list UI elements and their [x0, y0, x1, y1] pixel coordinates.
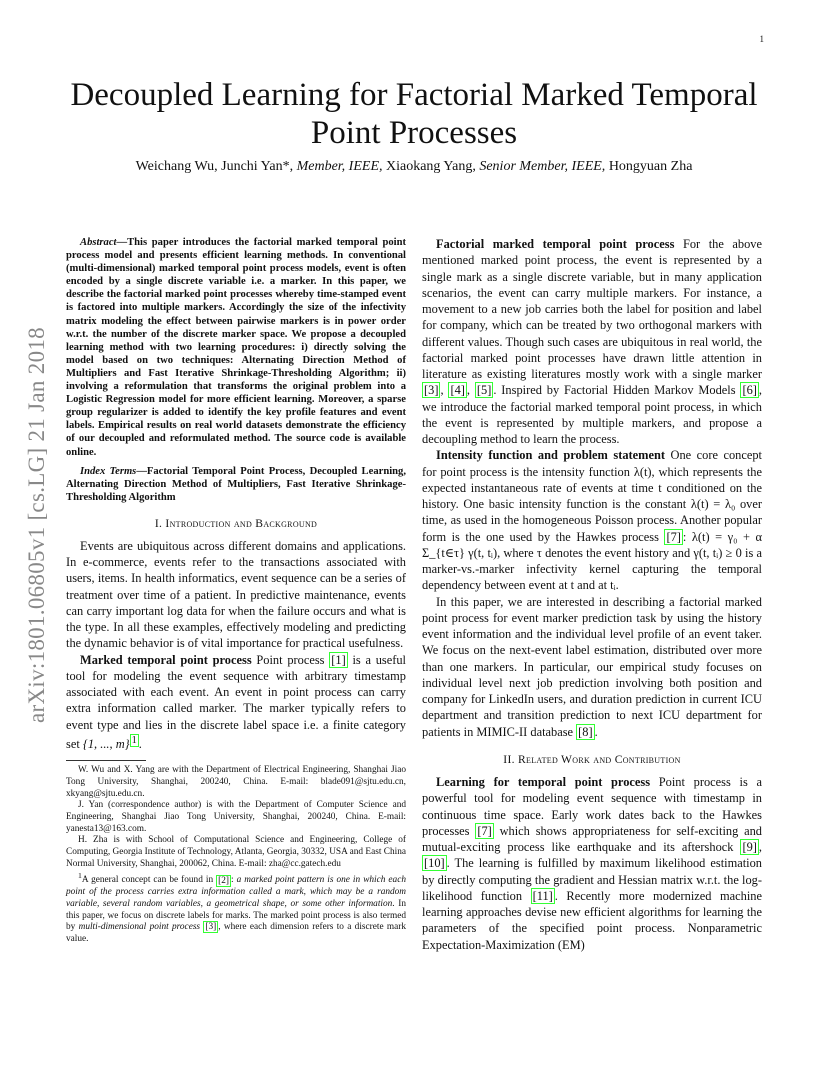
section-heading-2: II. Related Work and Contribution: [503, 752, 681, 766]
citation-link[interactable]: [3]: [205, 922, 217, 933]
citation-link[interactable]: [10]: [424, 856, 445, 871]
paragraph-text: : λ(t) = γ₀ + α Σ_{t∈τ} γ(t, tᵢ), where τ denotes the event history and γ(t, tᵢ) ≥ 0 is a marker-vs.-marker infectivity kernel capturing the temporal dependency between event at t and at tᵢ.: [422, 529, 762, 593]
citation-link[interactable]: [5]: [476, 383, 492, 398]
author-3: Hongyuan Zha: [605, 159, 693, 174]
citation-link[interactable]: [11]: [532, 888, 553, 903]
footnote-mark: 1: [78, 871, 82, 881]
footnote-text: . In this paper, we focus on discrete labels for marks. The marked point process is also termed by: [66, 898, 406, 933]
citation-link[interactable]: [7]: [666, 529, 681, 544]
category-set: {1, ..., m}: [82, 736, 130, 751]
citation-link[interactable]: [1]: [331, 652, 346, 667]
paper-title: Decoupled Learning for Factorial Marked Temporal Point Processes: [70, 77, 758, 151]
author-2-role: Senior Member, IEEE,: [479, 159, 606, 174]
abstract-lead: Abstract: [80, 237, 117, 248]
abstract: [66, 236, 406, 459]
citation-link[interactable]: [7]: [477, 823, 492, 838]
paragraph-text: In this paper, we are interested in describing a factorial marked point process for event marker prediction task by using the history event information and the individual level profile of an event taker. We focus on the next-event label estimation, distributed over more than one markers. In particular, our empirical study focuses on individual level next job prediction involving both position and company for LinkedIn users, and duration prediction in current ICU department and transition prediction to next ICU department for patients in MIMIC-II database: [422, 594, 762, 739]
index-terms: [66, 465, 406, 504]
author-1: Weichang Wu, Junchi Yan*,: [135, 159, 297, 174]
task-paragraph: [422, 594, 762, 740]
factorial-lead: Factorial marked temporal point process: [436, 237, 675, 251]
intro-p2-text: is a useful tool for modeling the event sequence with arbitrary timestamp associated with each event. An event in point process can carry extra information called marker. The marker typically refers to event type and lies in the discrete label space i.e. a finite category set: [66, 652, 407, 751]
intro-p2-text: .: [138, 736, 142, 751]
paragraph-text: . Recently more modernized machine learning approaches devise new efficient algorithms for learning the parameters of the specified point process. Nonparametric Expectation-Maximization (EM): [422, 888, 762, 952]
factorial-paragraph: [422, 236, 762, 447]
right-column: [422, 236, 762, 953]
index-terms-text: —Factorial Temporal Point Process, Decoupled Learning, Alternating Direction Method of Multipliers, Fast Iterative Shrinkage-Thresholding Algorithm: [66, 465, 406, 503]
abstract-text: —This paper introduces the factorial marked temporal point process model and presents efficient learning methods. In conventional (multi-dimensional) marked temporal point process models, event is often encoded by a single discrete variable i.e. a marker. In this paper, we describe the factorial marked point processes whereby time-stamped event is factored into multiple markers. Accordingly the size of the infectivity matrix modeling the effect between pairwise markers is in power order w.r.t. the number of the discrete marker space. We propose a decoupled learning method with two learning procedures: i) directly solving the model based on two techniques: Alternating Direction Method of Multipliers and Fast Iterative Shrinkage-Thresholding Algorithm; ii) involving a reformulation that transforms the original problem into a Logistic Regression model for more efficient learning. Moreover, a sparse group regularizer is added to identify the key profile features and event labels. Empirical results on real world datasets demonstrate the efficiency of our decoupled and reformulated method. The source code is available online.: [66, 237, 406, 458]
section-heading-1: I. Introduction and Background: [154, 516, 318, 530]
citation-link[interactable]: [8]: [578, 724, 593, 739]
footnote-1: [66, 870, 406, 945]
intro-paragraph-2: [66, 652, 406, 753]
paragraph-text: For the above mentioned marked point process, the event is represented by a single mark as a single discrete variable, but in many application scenarios, the event can carry multiple markers. For instance, a movement to a new job carries both the label for position and label for company, which can be treated by two orthogonal markers with different values. Though such cases are ubiquitous in real world, the factorial marked point processes have drawn little attention in literature as existing literatures mostly work with a single marker: [422, 237, 763, 381]
paragraph-text: , we introduce the factorial marked temporal point process, in which the event is represented by multiple markers, and propose a decoupling method to learn the process.: [422, 383, 763, 446]
paragraph-text: ,: [440, 383, 449, 398]
footnote-rule: [66, 760, 146, 761]
left-column: [66, 236, 406, 946]
footnote-affiliation-1: W. Wu and X. Yang are with the Department of Electrical Engineering, Shanghai Jiao Tong University, Shanghai, 200240, China. E-mail: blade091@sjtu.edu.cn, xkyang@sjtu.edu.cn.: [66, 765, 406, 799]
learning-paragraph: [422, 774, 762, 953]
arxiv-id: arXiv:1801.06805v1 [cs.LG] 21 Jan 2018: [24, 327, 49, 723]
footnote-text: , where each dimension refers to a discrete mark value.: [66, 922, 407, 945]
page-number: 1: [759, 34, 764, 44]
paragraph-text: ,: [758, 840, 762, 854]
author-2: Xiaokang Yang,: [382, 159, 480, 174]
intensity-lead: Intensity function and problem statement: [436, 448, 665, 463]
citation-link[interactable]: [4]: [450, 383, 465, 398]
index-terms-lead: Index Terms: [80, 465, 137, 477]
footnote-text: A general concept can be found in: [81, 875, 217, 886]
arxiv-stamp: [22, 290, 52, 760]
footnote-link[interactable]: 1: [131, 734, 137, 746]
paragraph-text: . The learning is fulfilled by maximum likelihood estimation by directly computing the gradient and Hessian matrix w.r.t. the log-likelihood function: [422, 856, 762, 903]
citation-link[interactable]: [3]: [424, 383, 439, 398]
paragraph-text: .: [594, 724, 598, 739]
paragraph-text: . Inspired by Factorial Hidden Markov Models: [493, 383, 741, 398]
paragraph-text: Point process is a powerful tool for modeling event sequence with timestamp in continuous time space. Early work dates back to the Hawkes processes: [422, 775, 763, 838]
intro-p2-lead: Marked temporal point process: [80, 652, 252, 667]
author-line: [60, 159, 768, 175]
intro-p2-text: Point process: [251, 652, 330, 667]
learning-lead: Learning for temporal point process: [436, 775, 651, 789]
paragraph-text: which shows appropriateness for self-exciting and mutual-exciting process like earthquake and its aftershock: [422, 823, 762, 854]
citation-link[interactable]: [9]: [742, 840, 757, 854]
intro-paragraph-1: Events are ubiquitous across different domains and applications. In e-commerce, events refer to the transactions associated with users, items. In health informatics, event sequence can be a series of treatment over time of a patient. In predictive maintenance, events can carry important log data for when the failure occurs and what is the type. In all these examples, effectively modeling and predicting the dynamic behavior is of vital importance for practical usefulness.: [66, 538, 406, 651]
footnote-term: multi-dimensional point process: [78, 922, 201, 933]
paragraph-text: One core concept for point process is the intensity function λ(t), which represents the expected instantaneous rate of events at time t conditioned on the history. One basic intensity function is the constant λ(t) = λ₀ over time, as used in the homogeneous Poisson process. Another popular form is the one used by the Hawkes process: [422, 448, 762, 544]
footnote-text: :: [231, 875, 237, 886]
footnote-affiliation-3: H. Zha is with School of Computational Science and Engineering, College of Computing, Georgia Institute of Technology, Atlanta, Georgia, 30332, USA and East China Normal University, Shanghai, 200062, China. E-mail: zha@cc.gatech.edu: [66, 835, 406, 869]
footnote-quote: a marked point pattern is one in which each point of the process carries extra information called a mark, which may be a random variable, several random variables, a geometrical shape, or some other information: [66, 875, 406, 909]
footnote-affiliation-2: J. Yan (correspondence author) is with the Department of Computer Science and Engineering, Shanghai Jiao Tong University, Shanghai, 200240, China. E-mail: yanesta13@163.com.: [66, 800, 406, 834]
author-1-role: Member, IEEE,: [296, 159, 383, 174]
intensity-paragraph: [422, 447, 762, 593]
paragraph-text: ,: [466, 383, 475, 398]
citation-link[interactable]: [6]: [742, 383, 757, 398]
citation-link[interactable]: [2]: [218, 875, 229, 886]
